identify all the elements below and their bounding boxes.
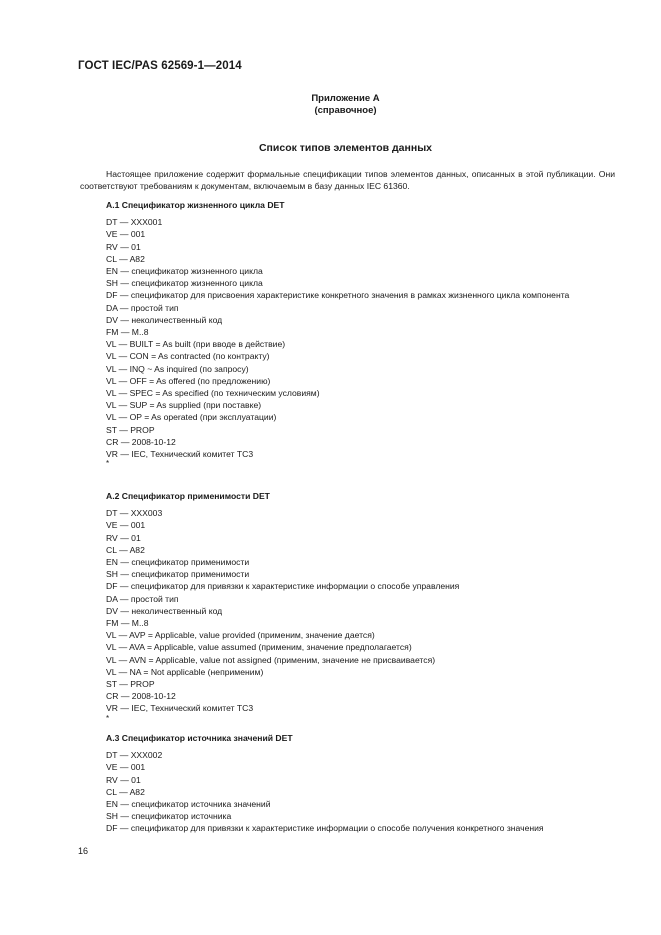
spec-list	[80, 216, 615, 460]
section-heading: А.2 Спецификатор применимости DET	[106, 491, 270, 501]
spec-row	[80, 375, 615, 387]
spec-value: 001	[130, 229, 146, 240]
spec-row	[80, 314, 615, 326]
spec-code: VL	[106, 375, 117, 386]
spec-value: A82	[129, 786, 145, 797]
spec-value: неколичественный код	[131, 605, 223, 616]
spec-code: VE	[106, 762, 118, 773]
spec-dash: —	[119, 581, 129, 592]
spec-value: XXX003	[130, 508, 163, 519]
spec-code: RV	[106, 774, 118, 785]
spec-code: SH	[106, 278, 118, 289]
spec-dash: —	[120, 266, 129, 277]
spec-code: DT	[106, 508, 118, 519]
spec-value: спецификатор для привязки к характеристике информации о способе управления	[130, 581, 460, 592]
spec-code: RV	[106, 532, 118, 543]
spec-value: неколичественный код	[131, 314, 223, 325]
list-title: Список типов элементов данных	[258, 142, 433, 154]
spec-code: CL	[106, 253, 117, 264]
spec-value: спецификатор применимости	[131, 557, 250, 568]
spec-dash: —	[118, 388, 128, 399]
spec-dash: —	[118, 339, 128, 350]
spec-row	[80, 580, 615, 592]
spec-value: PROP	[130, 424, 155, 435]
spec-dash: —	[120, 605, 129, 616]
spec-code: EN	[106, 266, 118, 277]
spec-row	[80, 253, 615, 265]
spec-dash: —	[118, 363, 128, 374]
spec-row	[80, 399, 615, 411]
spec-row	[80, 507, 615, 519]
spec-row	[80, 338, 615, 350]
spec-value: спецификатор источника значений	[131, 799, 271, 810]
spec-row	[80, 666, 615, 678]
spec-row	[80, 532, 615, 544]
spec-dash: —	[119, 679, 128, 690]
section-heading: А.1 Спецификатор жизненного цикла DET	[106, 200, 285, 210]
page-number: 16	[78, 846, 89, 856]
spec-dash: —	[118, 375, 128, 386]
spec-code: VR	[106, 449, 118, 460]
spec-value: простой тип	[130, 593, 179, 604]
spec-code: VE	[106, 520, 118, 531]
spec-row	[80, 702, 615, 714]
spec-dash: —	[119, 508, 129, 519]
spec-code: FM	[106, 327, 119, 338]
spec-row	[80, 387, 615, 399]
spec-code: RV	[106, 241, 118, 252]
spec-code: ST	[106, 424, 117, 435]
spec-value: OFF = As offered (по предложению)	[129, 375, 271, 386]
spec-dash: —	[119, 424, 128, 435]
spec-code: VL	[106, 654, 117, 665]
spec-dash: —	[120, 691, 130, 702]
spec-row	[80, 216, 615, 228]
spec-value: IEC, Технический комитет ТС3	[131, 449, 254, 460]
section-heading: А.3 Спецификатор источника значений DET	[106, 733, 293, 743]
spec-code: VL	[106, 642, 117, 653]
spec-value: XXX002	[130, 750, 163, 761]
spec-dash: —	[120, 557, 129, 568]
spec-row	[80, 810, 615, 822]
spec-row	[80, 593, 615, 605]
spec-code: CL	[106, 786, 117, 797]
spec-value: BUILT = As built (при вводе в действие)	[129, 339, 286, 350]
spec-dash: —	[120, 618, 130, 629]
spec-dash: —	[120, 436, 130, 447]
spec-code: SH	[106, 811, 118, 822]
spec-code: CR	[106, 691, 119, 702]
spec-row	[80, 411, 615, 423]
spec-value: спецификатор жизненного цикла	[131, 278, 263, 289]
section-a3	[80, 732, 615, 835]
spec-dash: —	[118, 666, 128, 677]
spec-row	[80, 798, 615, 810]
spec-row	[80, 436, 615, 448]
spec-row	[80, 617, 615, 629]
spec-value: 01	[131, 241, 141, 252]
spec-value: INQ ~ As inquired (по запросу)	[129, 363, 249, 374]
spec-value: 2008-10-12	[131, 436, 176, 447]
section-a2	[80, 490, 615, 725]
spec-value: спецификатор для присвоения характеристике конкретного значения в рамках жизненного цикла компонента	[130, 290, 570, 301]
spec-row	[80, 605, 615, 617]
spec-dash: —	[119, 253, 128, 264]
spec-dash: —	[119, 593, 129, 604]
spec-row	[80, 629, 615, 641]
spec-value: 01	[131, 774, 141, 785]
spec-dash: —	[120, 703, 129, 714]
spec-row	[80, 786, 615, 798]
spec-value: спецификатор жизненного цикла	[131, 266, 263, 277]
spec-code: EN	[106, 557, 118, 568]
spec-code: ST	[106, 679, 117, 690]
spec-code: VL	[106, 339, 117, 350]
spec-value: A82	[129, 253, 145, 264]
spec-code: CR	[106, 436, 119, 447]
spec-code: VL	[106, 412, 117, 423]
spec-code: DA	[106, 593, 118, 604]
spec-value: 2008-10-12	[131, 691, 176, 702]
spec-value: M..8	[131, 618, 149, 629]
spec-code: FM	[106, 618, 119, 629]
spec-value: OP = As operated (при эксплуатации)	[129, 412, 277, 423]
spec-value: 001	[130, 762, 146, 773]
spec-value: спецификатор источника	[131, 811, 232, 822]
spec-code: EN	[106, 799, 118, 810]
spec-value: AVN = Applicable, value not assigned (применим, значение не присваивается)	[129, 654, 436, 665]
spec-row	[80, 519, 615, 531]
spec-code: DT	[106, 217, 118, 228]
spec-dash: —	[118, 400, 128, 411]
spec-row	[80, 350, 615, 362]
spec-code: VR	[106, 703, 118, 714]
spec-dash: —	[118, 654, 128, 665]
spec-code: DF	[106, 290, 118, 301]
spec-dash: —	[120, 799, 129, 810]
spec-dash: —	[119, 750, 129, 761]
spec-dash: —	[119, 520, 129, 531]
section-terminator: *	[106, 459, 110, 469]
spec-dash: —	[118, 630, 128, 641]
spec-dash: —	[119, 217, 129, 228]
spec-dash: —	[120, 569, 129, 580]
spec-dash: —	[119, 229, 129, 240]
spec-row	[80, 544, 615, 556]
document-standard-header: ГОСТ IEC/PAS 62569-1—2014	[78, 60, 242, 72]
section-terminator: *	[106, 713, 110, 723]
spec-dash: —	[119, 290, 129, 301]
spec-dash: —	[120, 774, 129, 785]
spec-row	[80, 556, 615, 568]
intro-paragraph: Настоящее приложение содержит формальные спецификации типов элементов данных, описанных в этой публикации. Они соответствуют требованиям к документам, включаемым в базу данных IEC 61360.	[80, 169, 615, 192]
spec-dash: —	[118, 642, 128, 653]
spec-row	[80, 568, 615, 580]
spec-row	[80, 424, 615, 436]
spec-row	[80, 761, 615, 773]
spec-code: DV	[106, 605, 118, 616]
spec-list	[80, 749, 615, 834]
spec-row	[80, 749, 615, 761]
spec-value: простой тип	[130, 302, 179, 313]
section-a1	[80, 199, 615, 470]
spec-code: SH	[106, 569, 118, 580]
spec-dash: —	[119, 302, 129, 313]
spec-value: 01	[131, 532, 141, 543]
spec-row	[80, 228, 615, 240]
annex-title: Приложение А	[311, 93, 380, 104]
spec-row	[80, 822, 615, 834]
spec-row	[80, 654, 615, 666]
spec-code: DF	[106, 581, 118, 592]
spec-dash: —	[119, 786, 128, 797]
spec-value: SUP = As supplied (при поставке)	[129, 400, 262, 411]
spec-code: VL	[106, 400, 117, 411]
spec-row	[80, 265, 615, 277]
spec-list	[80, 507, 615, 714]
spec-value: SPEC = As specified (по техническим условиям)	[129, 388, 320, 399]
spec-row	[80, 326, 615, 338]
spec-row	[80, 448, 615, 460]
spec-dash: —	[118, 412, 128, 423]
spec-code: VL	[106, 388, 117, 399]
spec-value: A82	[129, 544, 145, 555]
spec-dash: —	[119, 544, 128, 555]
spec-dash: —	[120, 449, 129, 460]
spec-dash: —	[120, 241, 129, 252]
spec-value: AVP = Applicable, value provided (применим, значение дается)	[129, 630, 375, 641]
spec-code: VL	[106, 630, 117, 641]
spec-dash: —	[119, 762, 129, 773]
spec-value: NA = Not applicable (неприменим)	[129, 666, 264, 677]
spec-dash: —	[118, 351, 128, 362]
spec-row	[80, 678, 615, 690]
spec-dash: —	[120, 327, 130, 338]
spec-code: DF	[106, 823, 118, 834]
annex-note: (справочное)	[314, 105, 377, 116]
spec-row	[80, 641, 615, 653]
spec-value: PROP	[130, 679, 155, 690]
spec-code: DV	[106, 314, 118, 325]
spec-dash: —	[120, 532, 129, 543]
spec-value: M..8	[131, 327, 149, 338]
spec-value: IEC, Технический комитет ТС3	[131, 703, 254, 714]
spec-row	[80, 774, 615, 786]
spec-value: спецификатор для привязки к характеристике информации о способе получения конкретного значения	[130, 823, 544, 834]
spec-dash: —	[120, 278, 129, 289]
spec-dash: —	[120, 314, 129, 325]
spec-value: XXX001	[130, 217, 163, 228]
spec-code: VE	[106, 229, 118, 240]
spec-value: AVA = Applicable, value assumed (применим, значение предполагается)	[129, 642, 412, 653]
spec-value: 001	[130, 520, 146, 531]
spec-row	[80, 289, 615, 301]
spec-code: DA	[106, 302, 118, 313]
spec-row	[80, 302, 615, 314]
spec-code: VL	[106, 363, 117, 374]
spec-dash: —	[120, 811, 129, 822]
spec-value: CON = As contracted (по контракту)	[129, 351, 270, 362]
spec-code: VL	[106, 351, 117, 362]
spec-row	[80, 690, 615, 702]
spec-code: CL	[106, 544, 117, 555]
spec-row	[80, 277, 615, 289]
spec-row	[80, 241, 615, 253]
spec-code: DT	[106, 750, 118, 761]
spec-value: спецификатор применимости	[131, 569, 250, 580]
spec-dash: —	[119, 823, 129, 834]
spec-row	[80, 363, 615, 375]
spec-code: VL	[106, 666, 117, 677]
